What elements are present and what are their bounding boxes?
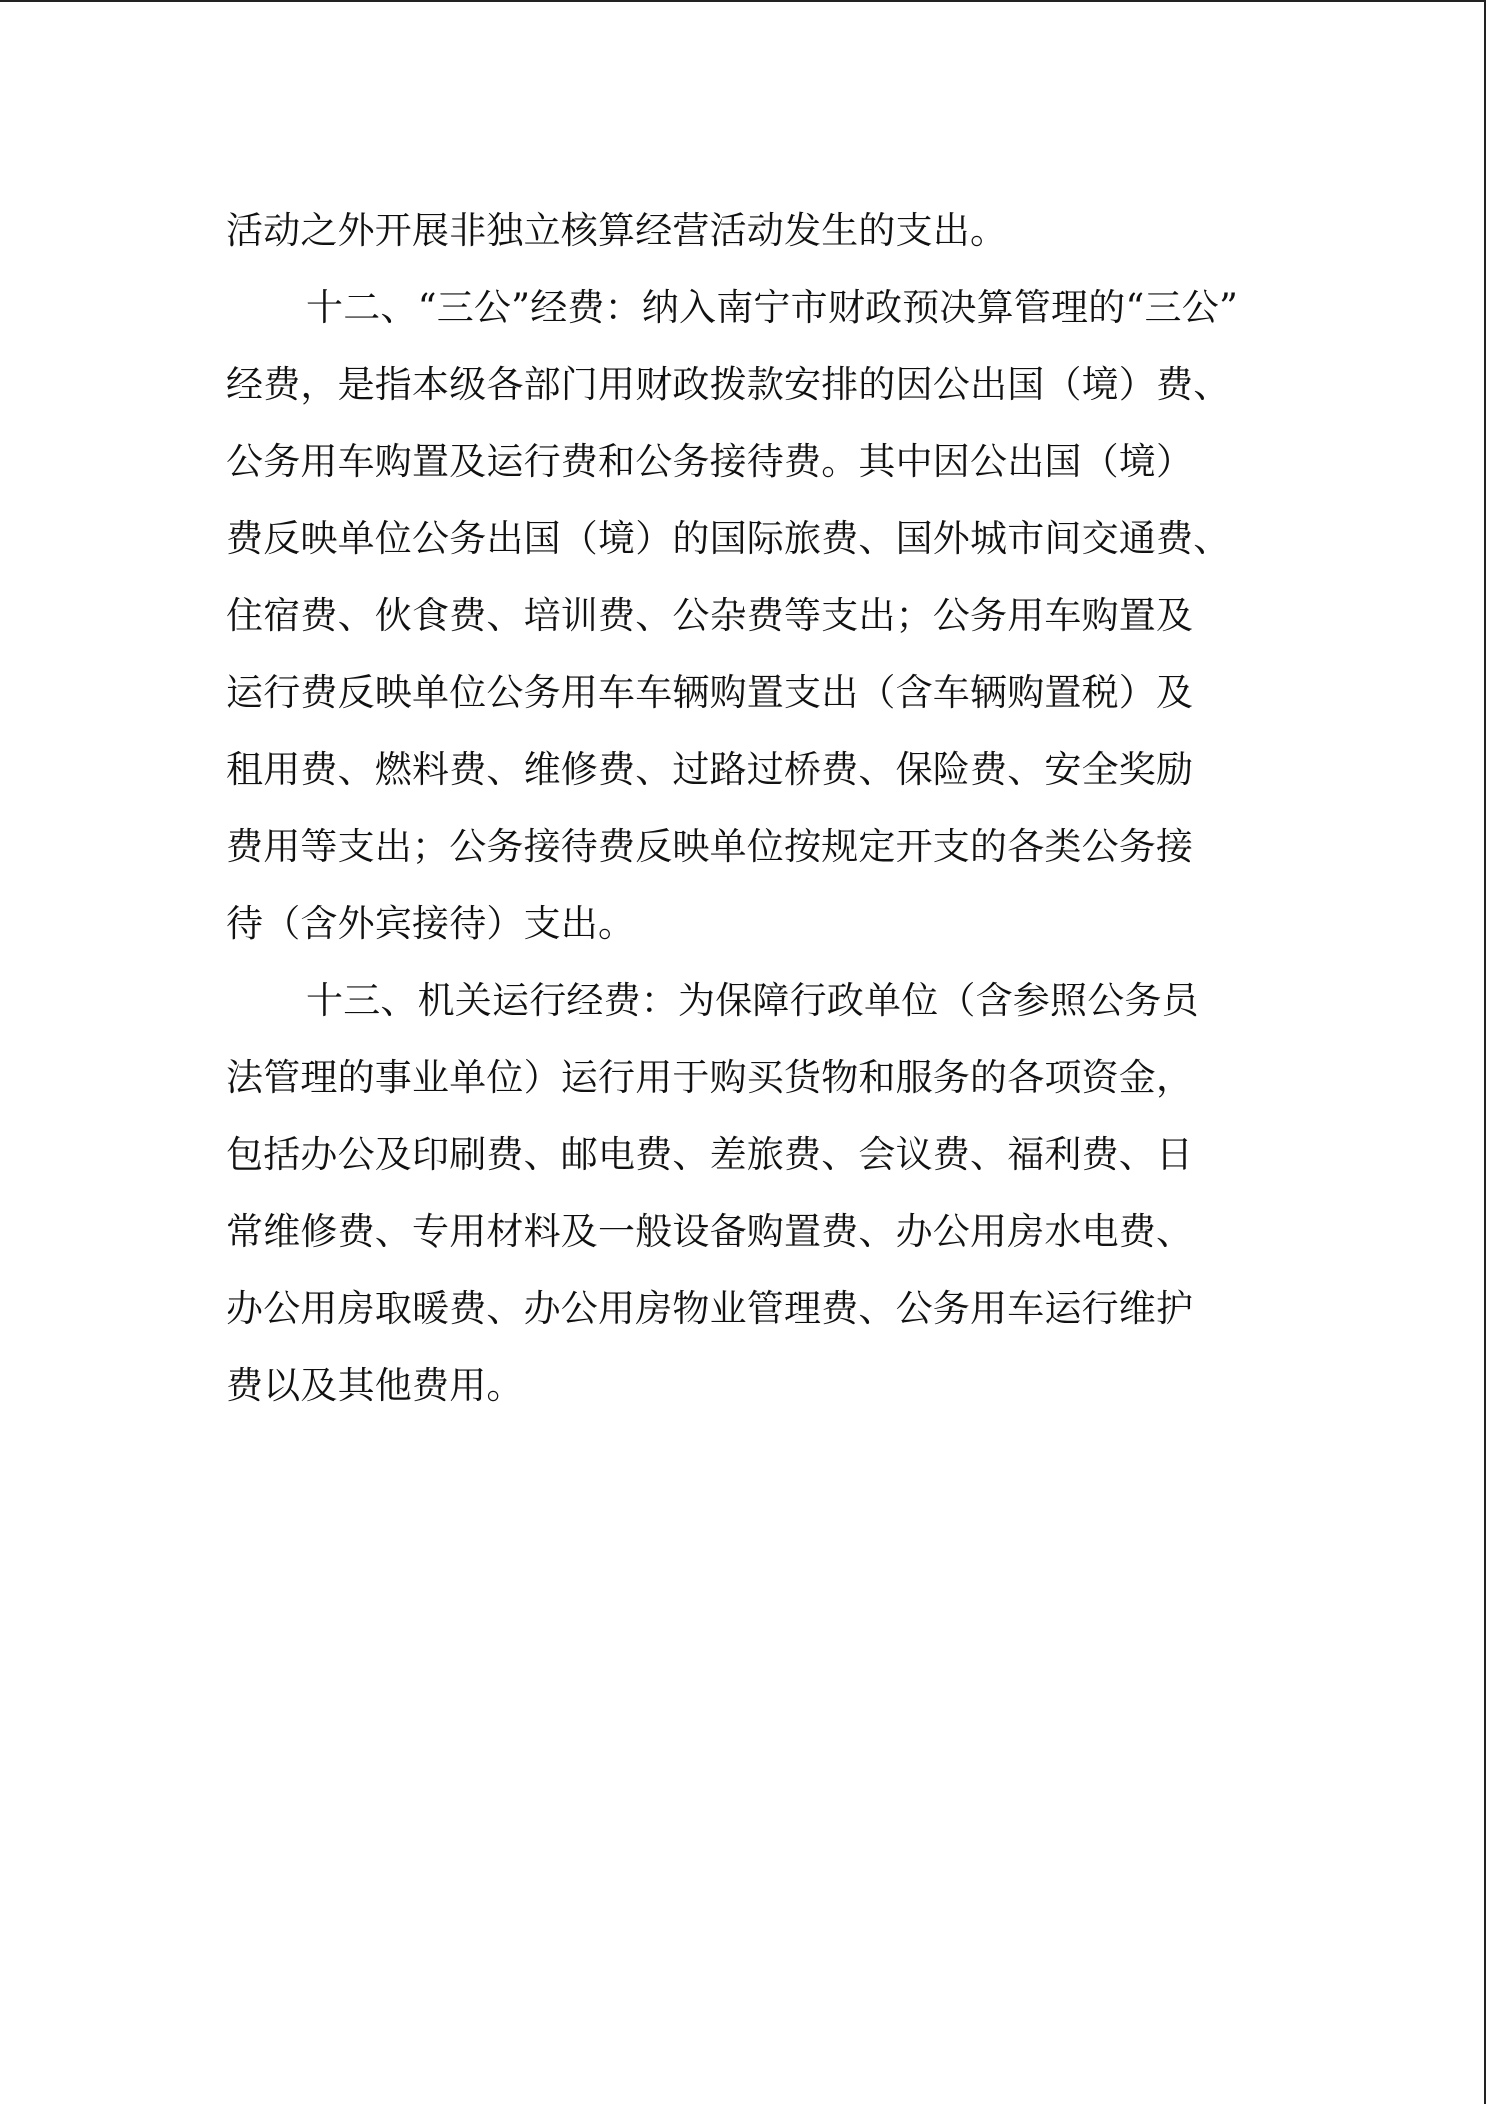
body-line: 费用等支出；公务接待费反映单位按规定开支的各类公务接	[226, 825, 1194, 868]
section-12-heading-line: 十二、“三公”经费：纳入南宁市财政预决算管理的“三公”	[306, 286, 1239, 329]
body-line: 租用费、燃料费、维修费、过路过桥费、保险费、安全奖励	[226, 748, 1194, 791]
body-line: 常维修费、专用材料及一般设备购置费、办公用房水电费、	[226, 1210, 1194, 1253]
body-line: 包括办公及印刷费、邮电费、差旅费、会议费、福利费、日	[226, 1133, 1194, 1176]
document-body	[226, 192, 1266, 1424]
body-line: 待（含外宾接待）支出。	[226, 902, 636, 945]
body-line: 费以及其他费用。	[226, 1364, 524, 1407]
section-13-heading-line: 十三、机关运行经费：为保障行政单位（含参照公务员	[306, 979, 1199, 1022]
body-line: 办公用房取暖费、办公用房物业管理费、公务用车运行维护	[226, 1287, 1194, 1330]
body-line: 公务用车购置及运行费和公务接待费。其中因公出国（境）	[226, 440, 1194, 483]
body-line: 运行费反映单位公务用车车辆购置支出（含车辆购置税）及	[226, 671, 1194, 714]
body-line: 住宿费、伙食费、培训费、公杂费等支出；公务用车购置及	[226, 594, 1194, 637]
body-line: 活动之外开展非独立核算经营活动发生的支出。	[226, 209, 1008, 252]
body-line: 法管理的事业单位）运行用于购买货物和服务的各项资金，	[226, 1056, 1194, 1099]
body-line: 费反映单位公务出国（境）的国际旅费、国外城市间交通费、	[226, 517, 1231, 560]
body-line: 经费，是指本级各部门用财政拨款安排的因公出国（境）费、	[226, 363, 1231, 406]
